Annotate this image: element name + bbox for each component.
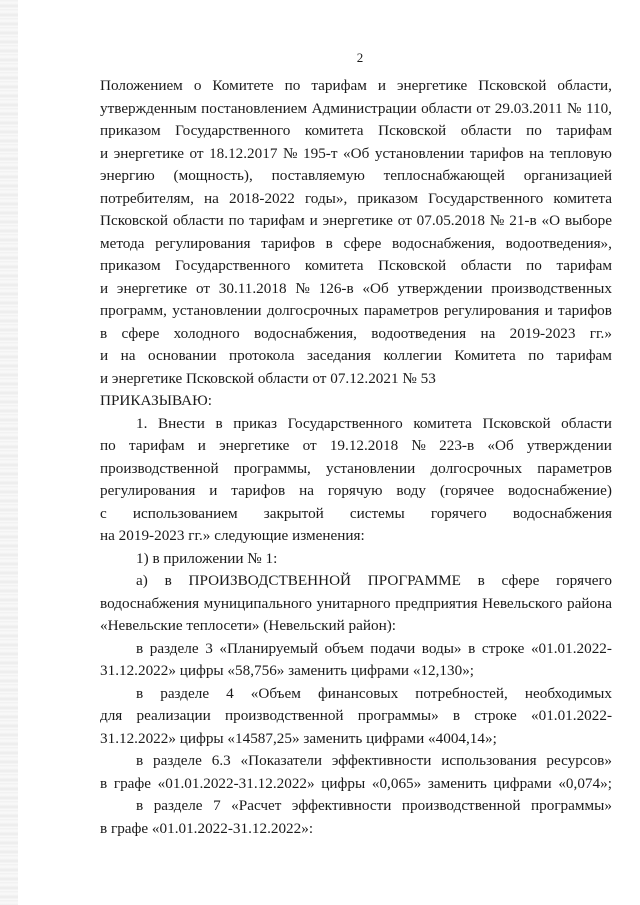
text-line: для реализации производственной программы» в строке «01.01.2022- — [100, 707, 612, 724]
scan-edge — [0, 0, 18, 905]
text-line: метода регулирования тарифов в сфере водоснабжения, водоотведения», — [100, 234, 612, 252]
text-line: «Невельские теплосети» (Невельский район): — [100, 617, 397, 634]
text-line: в графе «01.01.2022-31.12.2022»: — [100, 819, 314, 837]
text-line: в графе «01.01.2022-31.12.2022» цифры «0,065» заменить цифрами «0,074»; — [100, 774, 612, 792]
text-line: энергию (мощность), поставляемую теплоснабжающей организацией — [100, 167, 612, 184]
text-line: а) в ПРОИЗВОДСТВЕННОЙ ПРОГРАММЕ в сфере горячего — [136, 572, 612, 589]
text-line: и на основании протокола заседания коллегии Комитета по тарифам — [100, 347, 612, 364]
text-line: 31.12.2022» цифры «58,756» заменить цифрами «12,130»; — [100, 662, 475, 679]
text-line: водоснабжения муниципального унитарного предприятия Невельского района — [100, 594, 612, 612]
text-line: 1. Внести в приказ Государственного комитета Псковской области — [136, 414, 612, 432]
text-line: регулирования и тарифов на горячую воду (горячее водоснабжение) — [100, 482, 612, 499]
text-line: приказом Государственного комитета Псковской области по тарифам — [100, 122, 612, 139]
text-line: и энергетике Псковской области от 07.12.2021 № 53 — [100, 369, 436, 387]
text-line: в сфере холодного водоснабжения, водоотведения на 2019-2023 гг.» — [100, 324, 612, 342]
text-line: в разделе 4 «Объем финансовых потребностей, необходимых — [136, 684, 612, 702]
text-line: Псковской области по тарифам и энергетике от 07.05.2018 № 21-в «О выборе — [100, 212, 612, 229]
text-line: 31.12.2022» цифры «14587,25» заменить цифрами «4004,14»; — [100, 729, 497, 747]
text-line: 1) в приложении № 1: — [136, 549, 278, 567]
text-line: производственной программы, установлении долгосрочных параметров — [100, 459, 612, 477]
text-line: и энергетике от 18.12.2017 № 195-т «Об установлении тарифов на тепловую — [100, 144, 612, 162]
text-line: на 2019-2023 гг.» следующие изменения: — [100, 527, 365, 544]
text-line: утвержденным постановлением Администрации области от 29.03.2011 № 110, — [100, 99, 612, 117]
text-line: и энергетике от 30.11.2018 № 126-в «Об утверждении производственных — [100, 279, 612, 297]
page-number: 2 — [356, 50, 364, 65]
text-line: в разделе 6.3 «Показатели эффективности использования ресурсов» — [136, 752, 612, 769]
text-line: с использованием закрытой системы горячего водоснабжения — [100, 504, 612, 522]
text-line: в разделе 7 «Расчет эффективности производственной программы» — [136, 797, 612, 814]
text-line: в разделе 3 «Планируемый объем подачи воды» в строке «01.01.2022- — [136, 639, 612, 657]
document-body — [100, 75, 612, 840]
text-line: Положением о Комитете по тарифам и энергетике Псковской области, — [100, 77, 612, 94]
text-line: ПРИКАЗЫВАЮ: — [100, 392, 212, 409]
text-line: потребителям, на 2018-2022 годы», приказом Государственного комитета — [100, 189, 612, 207]
text-line: программ, установлении долгосрочных параметров регулирования и тарифов — [100, 302, 612, 319]
text-line: по тарифам и энергетике от 19.12.2018 № 223-в «Об утверждении — [100, 437, 612, 454]
text-line: приказом Государственного комитета Псковской области по тарифам — [100, 257, 612, 274]
